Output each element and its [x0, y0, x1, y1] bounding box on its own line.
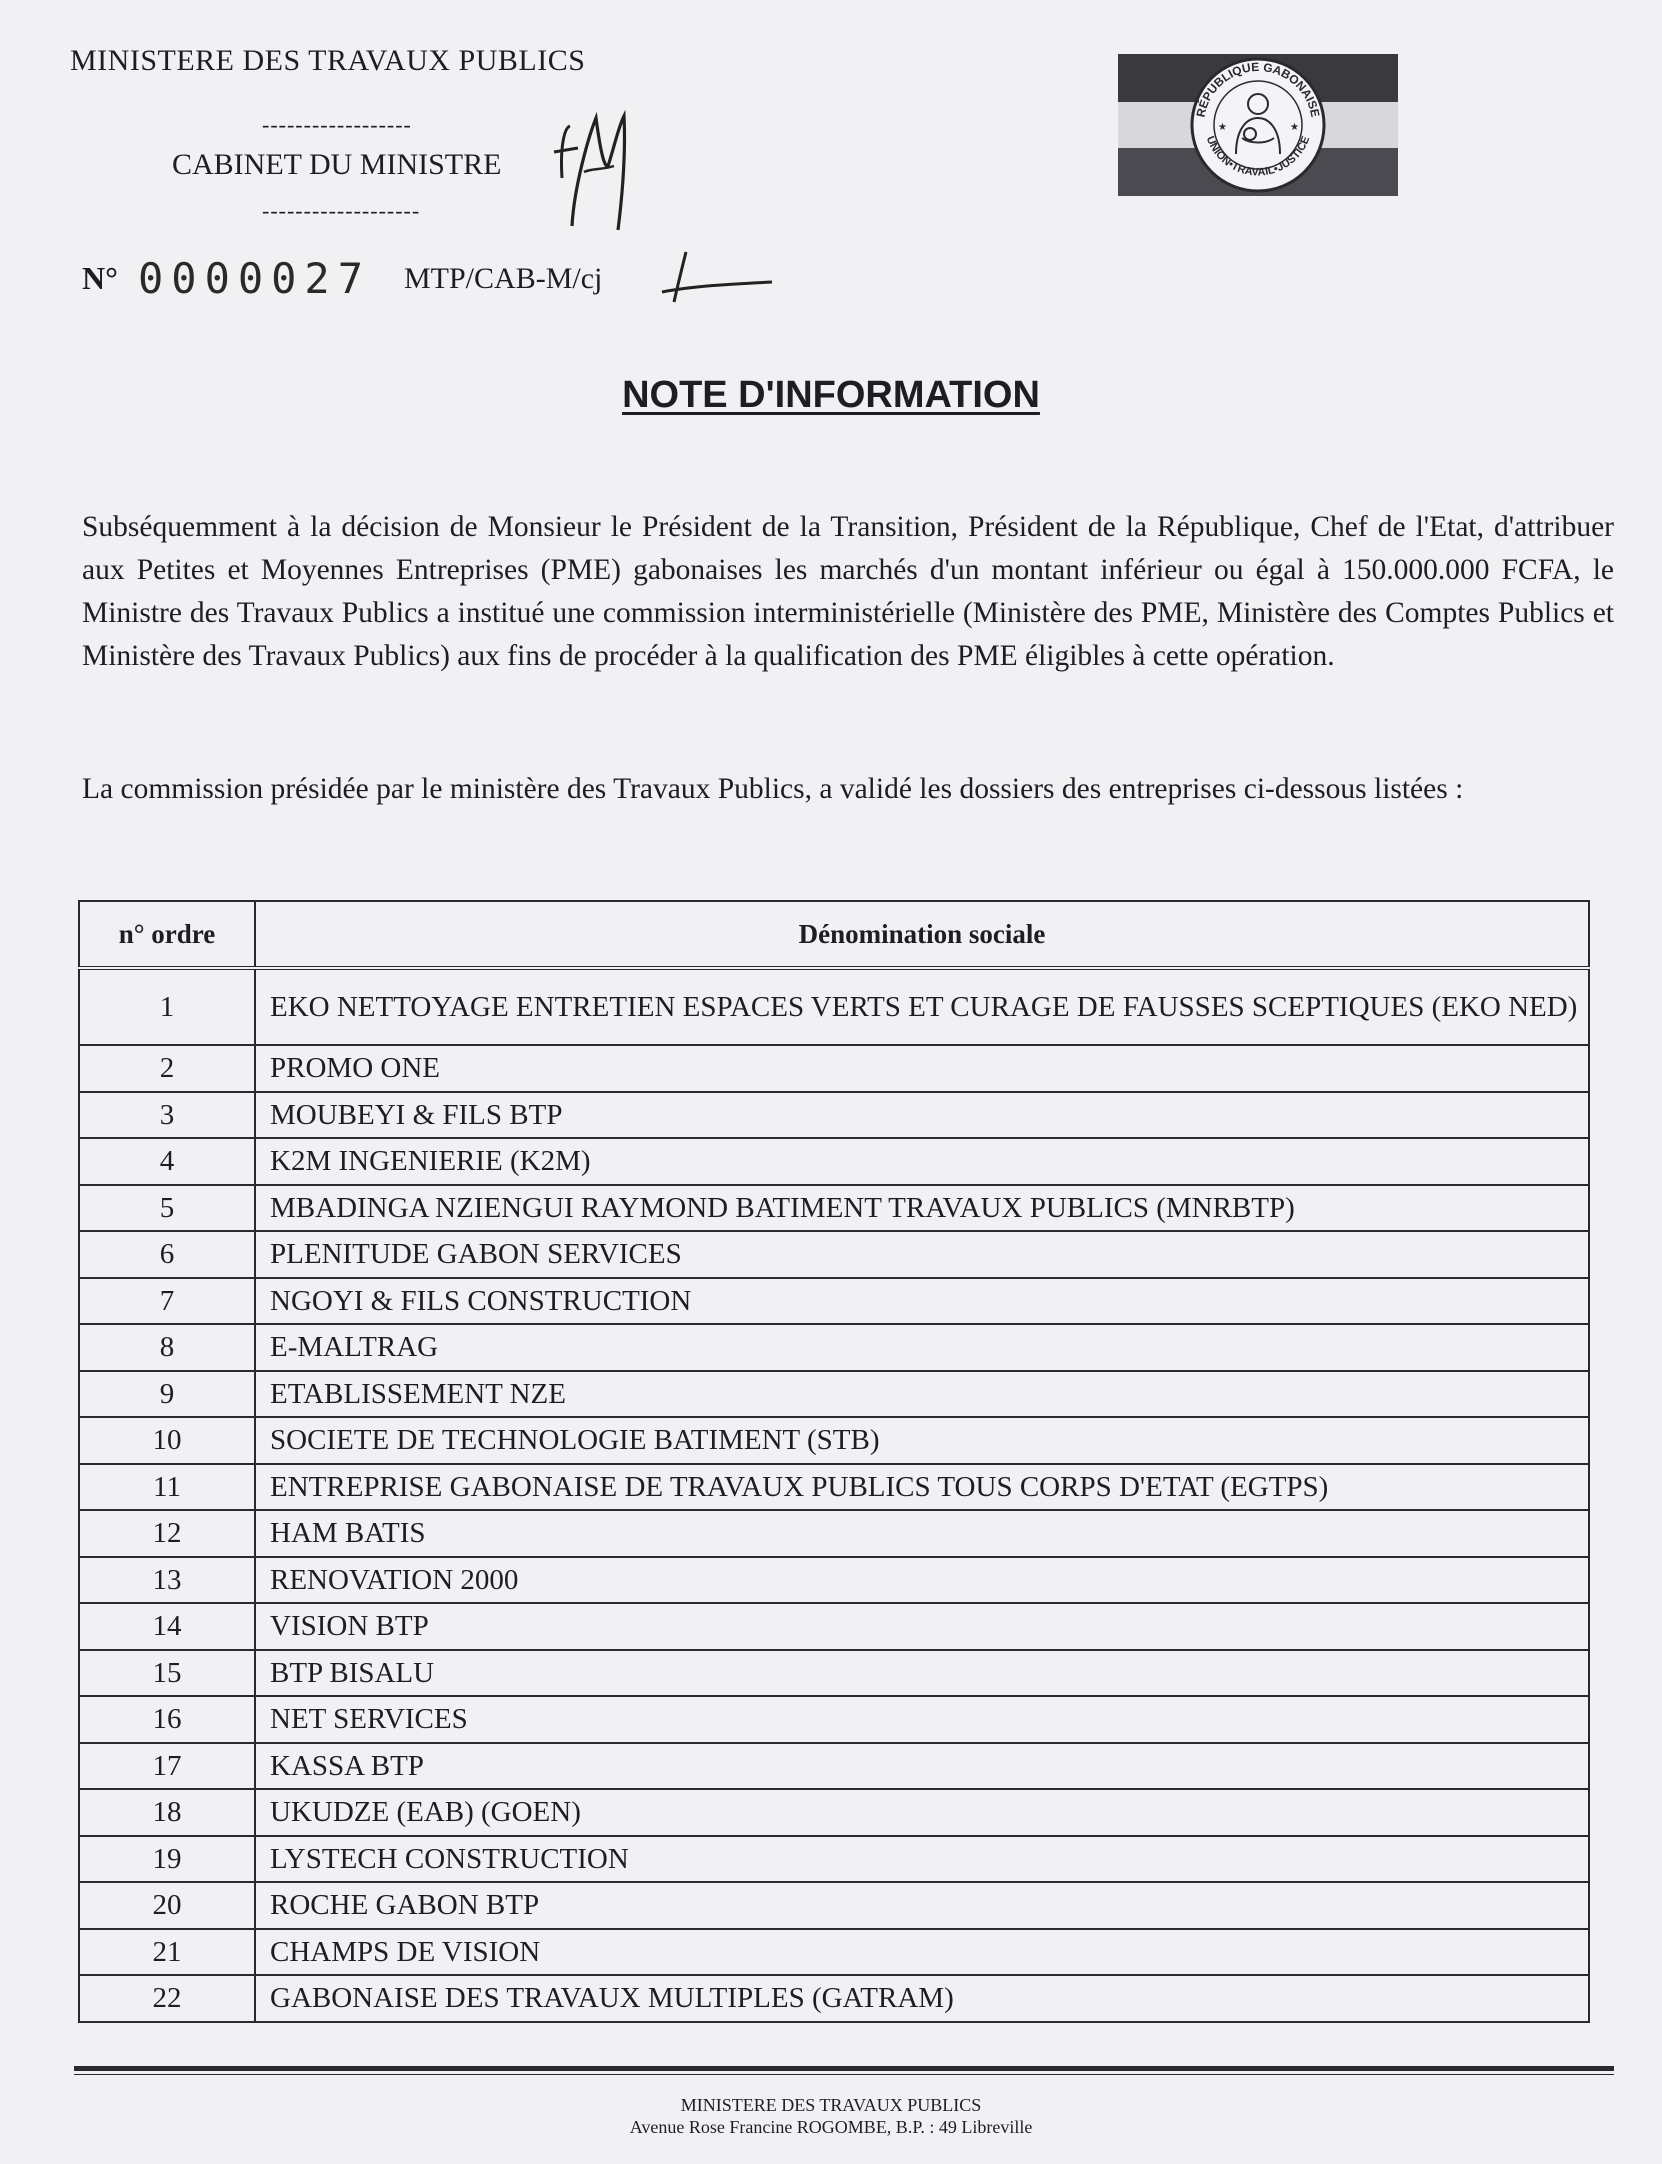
row-number: 4	[79, 1138, 255, 1185]
footer-rule-thin	[74, 2074, 1614, 2075]
row-number: 16	[79, 1696, 255, 1743]
row-number: 10	[79, 1417, 255, 1464]
row-company: RENOVATION 2000	[255, 1557, 1589, 1604]
row-number: 15	[79, 1650, 255, 1697]
table-row	[79, 1882, 1589, 1929]
row-number: 22	[79, 1975, 255, 2022]
row-company: MOUBEYI & FILS BTP	[255, 1092, 1589, 1139]
row-company: NET SERVICES	[255, 1696, 1589, 1743]
row-company: PLENITUDE GABON SERVICES	[255, 1231, 1589, 1278]
row-number: 6	[79, 1231, 255, 1278]
number-reference: MTP/CAB-M/cj	[404, 262, 603, 295]
row-company: PROMO ONE	[255, 1045, 1589, 1092]
row-company: ROCHE GABON BTP	[255, 1882, 1589, 1929]
table-row	[79, 1417, 1589, 1464]
row-number: 17	[79, 1743, 255, 1790]
row-number: 21	[79, 1929, 255, 1976]
cabinet-name: CABINET DU MINISTRE	[172, 148, 502, 181]
row-company: LYSTECH CONSTRUCTION	[255, 1836, 1589, 1883]
number-label: N°	[82, 260, 118, 296]
row-company: KASSA BTP	[255, 1743, 1589, 1790]
footer-rule	[74, 2066, 1614, 2071]
table-row	[79, 1324, 1589, 1371]
header-company-name: Dénomination sociale	[255, 901, 1589, 968]
row-number: 20	[79, 1882, 255, 1929]
row-number: 12	[79, 1510, 255, 1557]
table-header-row	[79, 901, 1589, 968]
row-company: SOCIETE DE TECHNOLOGIE BATIMENT (STB)	[255, 1417, 1589, 1464]
row-company: CHAMPS DE VISION	[255, 1929, 1589, 1976]
handwritten-mark-icon	[642, 248, 782, 308]
row-number: 3	[79, 1092, 255, 1139]
row-company: ETABLISSEMENT NZE	[255, 1371, 1589, 1418]
row-company: BTP BISALU	[255, 1650, 1589, 1697]
row-number: 14	[79, 1603, 255, 1650]
separator-top: ------------------	[262, 112, 412, 137]
row-company: GABONAISE DES TRAVAUX MULTIPLES (GATRAM)	[255, 1975, 1589, 2022]
seal-text-bottom: UNION•TRAVAIL•JUSTICE	[1203, 134, 1313, 179]
row-number: 18	[79, 1789, 255, 1836]
republic-seal	[1118, 54, 1398, 196]
ministry-name: MINISTERE DES TRAVAUX PUBLICS	[70, 44, 586, 77]
row-company: E-MALTRAG	[255, 1324, 1589, 1371]
table-row	[79, 1557, 1589, 1604]
row-number: 2	[79, 1045, 255, 1092]
row-company: NGOYI & FILS CONSTRUCTION	[255, 1278, 1589, 1325]
table-row	[79, 1603, 1589, 1650]
footer	[0, 2094, 1662, 2138]
paragraph-commission: La commission présidée par le ministère des Travaux Publics, a validé les dossiers des entreprises ci-dessous listées :	[82, 773, 1464, 805]
table-row	[79, 1185, 1589, 1232]
row-number: 7	[79, 1278, 255, 1325]
seal-star-icon: ★	[1290, 122, 1299, 133]
row-company: HAM BATIS	[255, 1510, 1589, 1557]
row-company: EKO NETTOYAGE ENTRETIEN ESPACES VERTS ET CURAGE DE FAUSSES SCEPTIQUES (EKO NED)	[255, 968, 1589, 1045]
table-row	[79, 1464, 1589, 1511]
table-row	[79, 1045, 1589, 1092]
seal-text-top: RÉPUBLIQUE GABONAISE	[1193, 59, 1323, 119]
footer-ministry: MINISTERE DES TRAVAUX PUBLICS	[680, 2095, 982, 2115]
table-row	[79, 1092, 1589, 1139]
row-number: 8	[79, 1324, 255, 1371]
paragraph-intro: Subséquemment à la décision de Monsieur le Président de la Transition, Président de la République, Chef de l'Etat, d'attribuer aux Petites et Moyennes Entreprises (PME) gabonaises les marchés d'un montant inférieur ou égal à 150.000.000 FCFA, le Ministre des Travaux Publics a institué une commission interministérielle (Ministère des PME, Ministère des Comptes Publics et Ministère des Travaux Publics) aux fins de procéder à la qualification des PME éligibles à cette opération.	[82, 511, 1614, 672]
row-company: UKUDZE (EAB) (GOEN)	[255, 1789, 1589, 1836]
table-row	[79, 1696, 1589, 1743]
row-company: VISION BTP	[255, 1603, 1589, 1650]
table-row	[79, 1789, 1589, 1836]
handwritten-initials	[548, 108, 638, 238]
table-row	[79, 1138, 1589, 1185]
row-company: ENTREPRISE GABONAISE DE TRAVAUX PUBLICS TOUS CORPS D'ETAT (EGTPS)	[255, 1464, 1589, 1511]
row-number: 5	[79, 1185, 255, 1232]
companies-table	[78, 900, 1590, 2023]
table-row	[79, 1231, 1589, 1278]
row-number: 9	[79, 1371, 255, 1418]
row-number: 19	[79, 1836, 255, 1883]
seal-star-icon: ★	[1218, 122, 1227, 133]
row-number: 1	[79, 968, 255, 1045]
table-row	[79, 1743, 1589, 1790]
row-number: 13	[79, 1557, 255, 1604]
table-row	[79, 1975, 1589, 2022]
separator-bottom: -------------------	[262, 198, 421, 223]
table-row	[79, 968, 1589, 1045]
row-company: MBADINGA NZIENGUI RAYMOND BATIMENT TRAVAUX PUBLICS (MNRBTP)	[255, 1185, 1589, 1232]
table-row	[79, 1278, 1589, 1325]
header-order: n° ordre	[79, 901, 255, 968]
table-row	[79, 1510, 1589, 1557]
row-company: K2M INGENIERIE (K2M)	[255, 1138, 1589, 1185]
footer-address: Avenue Rose Francine ROGOMBE, B.P. : 49 Libreville	[629, 2117, 1033, 2137]
table-row	[79, 1650, 1589, 1697]
table-row	[79, 1836, 1589, 1883]
table-row	[79, 1371, 1589, 1418]
row-number: 11	[79, 1464, 255, 1511]
document-title: NOTE D'INFORMATION	[622, 374, 1040, 416]
number-stamp: 0000027	[138, 254, 372, 303]
table-row	[79, 1929, 1589, 1976]
